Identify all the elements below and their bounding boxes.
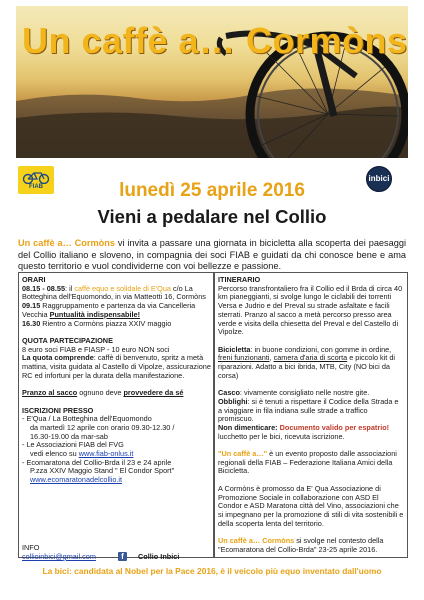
circle-logo-text: inbici — [368, 174, 390, 183]
bicicletta-note: Bicicletta: in buone condizioni, con gomme in ordine, freni funzionanti, camera d'aria di scorta e piccolo kit di riparazioni. Adatto a bici ibrida, MTB, City (NO bici da corsa) — [218, 344, 396, 380]
collio-inbici-logo — [366, 166, 392, 192]
iscrizioni-item-2: - Le Associazioni FIAB del FVG — [22, 440, 124, 450]
dimenticare-note: Non dimenticare: Documento valido per espatrio! lucchetto per le bici, ricevuta iscrizione. — [218, 422, 390, 441]
info-email-link[interactable]: collioinbici@gmail.com — [22, 552, 96, 561]
svolge-note: Un caffè a… Cormòns si svolge nel contesto della "Ecomaratona del Collio-Brda" 23-25 aprile 2016. — [218, 536, 384, 554]
quota-comprende: La quota comprende: caffè di benvenuto, spritz a metà mattina, visita guidata al Castello di Vipolze, assicurazione RC ed infortuni per la durata della manifestazione. — [22, 353, 211, 380]
intro-lead: Un caffè a… Cormòns — [18, 238, 115, 248]
iscrizioni-item-1-hours-2: 16.30-19.00 da mar-sab — [30, 431, 108, 441]
info-heading: INFO — [22, 543, 40, 552]
iscrizioni-item-3: - Ecomaratona del Collio-Brda il 23 e 24 aprile — [22, 457, 172, 467]
facebook-page-name: Collio Inbici — [138, 552, 180, 561]
intro-paragraph — [18, 238, 406, 273]
itinerario-text: Percorso transfrontaliero fra il Collio ed il Brda di circa 40 km pianeggianti, si svolge lungo le ciclabili dei torrenti Versa e Judrio e del Preval su strade asfaltate e facili sterrati. Pranzo al sacco a metà percorso presso area verde e visita della chiesetta del Preval e del Castello di Vipolze. — [218, 283, 403, 337]
intro-text: vi invita a passare una giornata in bicicletta alla scoperta dei paesaggi del Collio italiano e sloveno, in compagnia dei soci FIAB e guidati da chi conosce bene e ama questo territorio e vuol condividerne con voi bellezze e passione. — [18, 238, 407, 272]
obblighi-note: Obblighi: si è tenuti a rispettare il Codice della Strada e a viaggiare in fila indiana sulle strade a traffico promiscuo. — [218, 396, 399, 424]
iscrizioni-item-3-place: P.zza XXIV Maggio Stand " El Condor Sport" — [30, 466, 175, 476]
quota-price: 8 euro soci FIAB e FIASP - 10 euro NON soci — [22, 344, 170, 354]
pranzo-note: Pranzo al sacco ognuno deve provvedere da sé — [22, 388, 184, 398]
orari-item-2: 09.15 Raggruppamento e partenza da via Cancelleria Vecchia Puntualità indispensabile! — [22, 301, 196, 319]
iscrizioni-item-2-link-row: vedi elenco su www.fiab-onlus.it — [30, 449, 134, 459]
orari-heading: ORARI — [22, 275, 46, 284]
ecomaratona-link[interactable]: www.ecomaratonadelcollio.it — [30, 475, 123, 485]
fiab-logo-text: FIAB — [29, 184, 43, 190]
footer-slogan: La bici: candidata al Nobel per la Pace 2016, è il veicolo più equo inventato dall'uomo — [42, 566, 382, 576]
fiab-onlus-link[interactable]: www.fiab-onlus.it — [78, 449, 134, 459]
casco-note: Casco: vivamente consigliato nelle nostre gite. — [218, 388, 370, 398]
evento-note: "Un caffè a…" è un evento proposto dalle associazioni regionali della FIAB – Federazione Italiana Amici della Bicicletta. — [218, 449, 397, 476]
iscrizioni-heading: ISCRIZIONI PRESSO — [22, 405, 94, 415]
iscrizioni-item-1-hours: da martedì 12 aprile con orario 09.30-12.30 / — [30, 422, 175, 432]
event-date: lunedì 25 aprile 2016 — [119, 180, 305, 201]
quota-heading: QUOTA PARTECIPAZIONE — [22, 335, 113, 345]
facebook-icon[interactable]: f — [118, 552, 127, 561]
page-subtitle: Vieni a pedalare nel Collio — [97, 206, 327, 227]
itinerario-heading: ITINERARIO — [218, 275, 261, 284]
orari-item-1: 08.15 - 08.55: il caffè equo e solidale di E'Qua c/o La Botteghina dell'Equomondo, in via Matteotti 16, Cormòns — [22, 283, 206, 302]
hero-image — [16, 6, 408, 158]
orari-item-3: 16.30 Rientro a Cormòns piazza XXIV maggio — [22, 318, 172, 328]
promosso-note: A Cormòns è promosso da E' Qua Associazione di Promozione Sociale in collaborazione con ASD El Condor e ASD Maratona città del Vino, associazioni che si impegnano per la promozione di stili di vita sostenibili e della scoperta lenta del territorio. — [218, 483, 404, 528]
hero-title: Un caffè a… Cormòns — [22, 20, 408, 61]
left-column — [22, 276, 212, 485]
right-column — [218, 276, 404, 554]
iscrizioni-item-1: - E'Qua / La Botteghina dell'Equomondo — [22, 414, 152, 424]
